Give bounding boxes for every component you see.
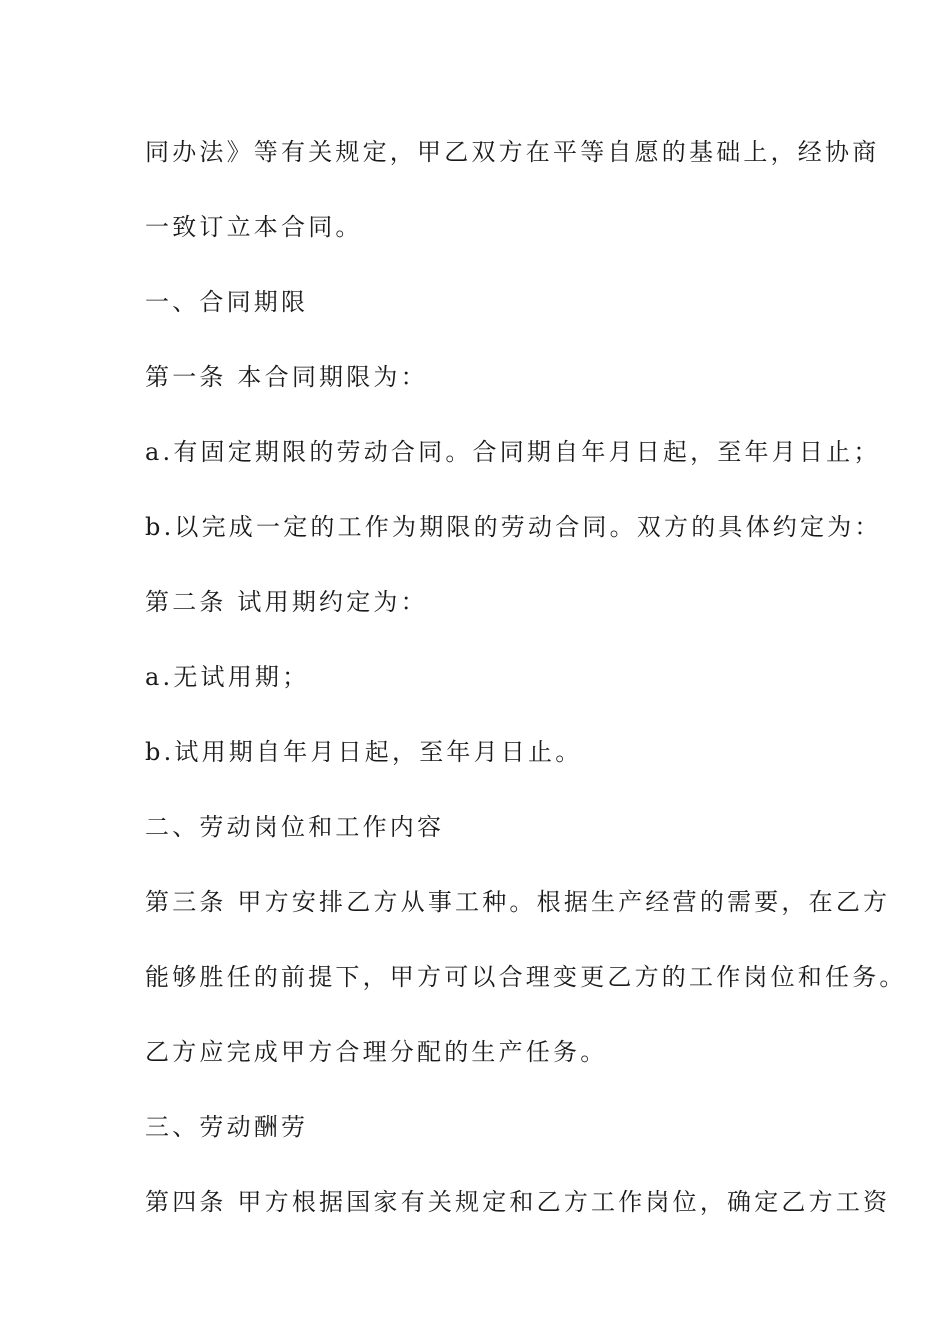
list-item: a.无试用期； [145,663,310,691]
paragraph-line: 能够胜任的前提下，甲方可以合理变更乙方的工作岗位和任务。 [145,963,907,991]
list-item: b.以完成一定的工作为期限的劳动合同。双方的具体约定为： [145,513,882,541]
paragraph-line: 第三条 甲方安排乙方从事工种。根据生产经营的需要，在乙方 [145,888,891,916]
paragraph-line: 一致订立本合同。 [145,213,363,241]
article-heading: 第一条 本合同期限为： [145,363,428,391]
list-item: a.有固定期限的劳动合同。合同期自年月日起，至年月日止； [145,438,881,466]
list-item: b.试用期自年月日起，至年月日止。 [145,738,583,766]
paragraph-line: 乙方应完成甲方合理分配的生产任务。 [145,1038,608,1066]
section-heading: 二、劳动岗位和工作内容 [145,813,445,841]
article-heading: 第二条 试用期约定为： [145,588,428,616]
section-heading: 一、合同期限 [145,288,309,316]
paragraph-line: 第四条 甲方根据国家有关规定和乙方工作岗位，确定乙方工资 [145,1188,891,1216]
paragraph-line: 同办法》等有关规定，甲乙双方在平等自愿的基础上，经协商 [145,138,880,166]
section-heading: 三、劳动酬劳 [145,1113,309,1141]
